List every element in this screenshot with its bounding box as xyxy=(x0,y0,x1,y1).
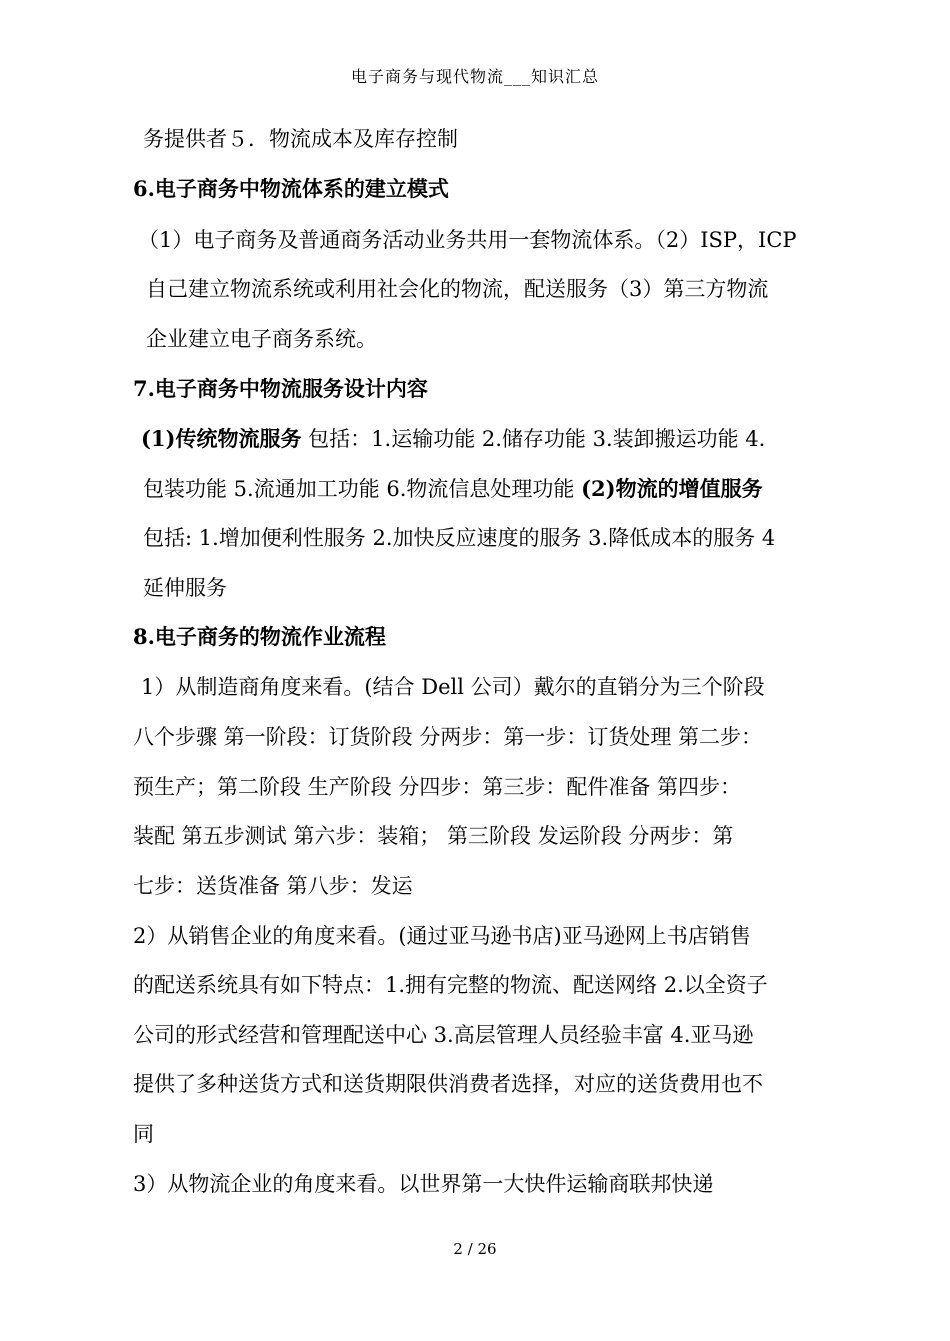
inline-text: 包括：1.运输功能 2.储存功能 3.装卸搬运功能 4. xyxy=(301,427,766,451)
text-line: 延伸服务 xyxy=(143,576,227,600)
text-line xyxy=(143,474,763,504)
text-line: 装配 第五步测试 第六步：装箱； 第三阶段 发运阶段 分两步：第 xyxy=(133,824,734,848)
text-line: 八个步骤 第一阶段：订货阶段 分两步：第一步：订货处理 第二步： xyxy=(133,725,763,749)
section-heading-6: 6.电子商务中物流体系的建立模式 xyxy=(133,176,449,201)
page-header: 电子商务与现代物流___知识汇总 xyxy=(350,67,599,86)
text-line: 七步：送货准备 第八步：发运 xyxy=(133,874,413,898)
text-line: 企业建立电子商务系统。 xyxy=(146,327,377,351)
text-line: 包括: 1.增加便利性服务 2.加快反应速度的服务 3.降低成本的服务 4 xyxy=(143,526,776,550)
bold-label: (2)物流的增值服务 xyxy=(581,476,763,501)
inline-text: 包装功能 5.流通加工功能 6.物流信息处理功能 xyxy=(143,477,582,501)
page-number: 2 / 26 xyxy=(453,1240,497,1258)
text-line: 1）从制造商角度来看。(结合 Dell 公司）戴尔的直销分为三个阶段 xyxy=(141,675,765,699)
text-line: 自己建立物流系统或利用社会化的物流，配送服务（3）第三方物流 xyxy=(146,277,769,301)
text-line: 提供了多种送货方式和送货期限供消费者选择，对应的送货费用也不 xyxy=(133,1072,763,1096)
text-line: （1）电子商务及普通商务活动业务共用一套物流体系。（2）ISP，ICP xyxy=(138,228,797,252)
text-line: 预生产；第二阶段 生产阶段 分四步：第三步：配件准备 第四步： xyxy=(133,775,742,799)
text-line: 公司的形式经营和管理配送中心 3.高层管理人员经验丰富 4.亚马逊 xyxy=(133,1023,754,1047)
text-line: 2）从销售企业的角度来看。(通过亚马逊书店)亚马逊网上书店销售 xyxy=(133,924,751,948)
text-line: 务提供者５．物流成本及库存控制 xyxy=(143,127,458,151)
bold-label: (1)传统物流服务 xyxy=(141,426,302,451)
text-line: 同 xyxy=(133,1122,154,1146)
text-line xyxy=(141,424,765,454)
text-line: 3）从物流企业的角度来看。以世界第一大快件运输商联邦快递 xyxy=(133,1172,714,1196)
section-heading-7: 7.电子商务中物流服务设计内容 xyxy=(133,376,428,401)
text-line: 的配送系统具有如下特点：1.拥有完整的物流、配送网络 2.以全资子 xyxy=(133,973,768,997)
section-heading-8: 8.电子商务的物流作业流程 xyxy=(133,624,386,649)
